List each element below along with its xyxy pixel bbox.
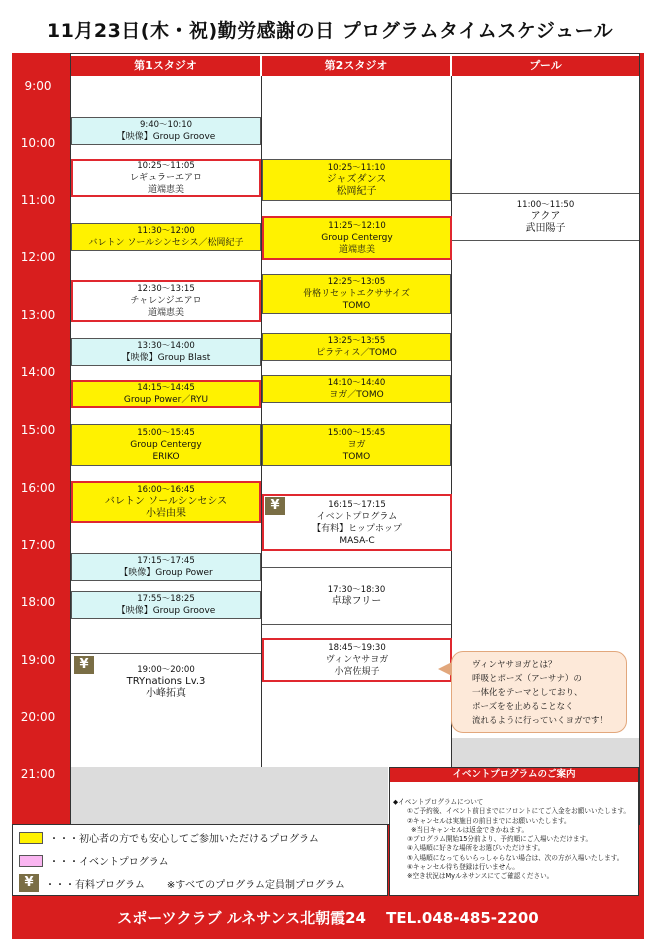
event-info-header: イベントプログラムのご案内 xyxy=(390,768,638,782)
callout-line: 呼吸とポーズ（アーサナ）の xyxy=(472,674,582,684)
program-block[interactable] xyxy=(262,216,452,260)
column-header-studio2: 第2スタジオ xyxy=(262,56,450,76)
program-name: Group Power／RYU xyxy=(123,395,209,405)
closed-area xyxy=(452,738,639,767)
page-title: 11月23日(木・祝)勤労感謝の日 プログラムタイムスケジュール xyxy=(46,20,614,42)
program-time: 11:30～12:00 xyxy=(137,226,195,236)
program-time: 11:00～11:50 xyxy=(516,200,575,210)
program-block[interactable] xyxy=(71,223,261,251)
callout-line: 流れるように行っていくヨガです！ xyxy=(472,716,609,726)
program-name: 卓球フリー xyxy=(331,596,382,607)
program-block[interactable] xyxy=(262,638,452,682)
event-info-line: ※当日キャンセルは返金できかねます。 xyxy=(411,825,529,834)
closed-area xyxy=(71,767,388,824)
program-instructor: 松岡紀子 xyxy=(336,186,377,197)
program-name: イベントプログラム xyxy=(316,511,398,522)
yen-icon: ¥ xyxy=(74,656,94,674)
program-instructor: TOMO xyxy=(342,452,371,462)
program-block[interactable] xyxy=(71,424,261,466)
program-instructor: 小宮佐規子 xyxy=(334,667,380,677)
time-label: 17:00 xyxy=(20,538,56,552)
program-name: 【映像】Group Blast xyxy=(121,353,211,363)
time-label: 20:00 xyxy=(20,710,56,724)
event-info-line: ⑤入場順になってもいらっしゃらない場合は、次の方が入場いたします。 xyxy=(407,853,624,862)
program-block[interactable] xyxy=(262,274,451,314)
program-block[interactable] xyxy=(71,591,261,619)
program-time: 11:25～12:10 xyxy=(328,221,386,231)
program-instructor: 小峰拓真 xyxy=(146,687,186,699)
program-instructor: 道端恵美 xyxy=(147,308,184,318)
program-time: 15:00～15:45 xyxy=(137,428,195,438)
program-name: Group Centergy xyxy=(321,233,393,243)
program-name: バレトン ソールシンセシス／松岡紀子 xyxy=(88,238,244,248)
program-time: 9:40～10:10 xyxy=(139,120,193,130)
column-header-pool: プール xyxy=(452,56,639,76)
program-time: 12:25～13:05 xyxy=(327,277,386,287)
legend-event-label: ・・・イベントプログラム xyxy=(49,857,169,868)
event-info-line: ②キャンセルは実施日の前日までにお願いいたします。 xyxy=(407,816,571,825)
program-name: バレトン ソールシンセシス xyxy=(104,496,228,507)
program-name: 【映像】Group Groove xyxy=(116,132,216,142)
time-label: 14:00 xyxy=(20,365,56,379)
program-name: チャレンジエアロ xyxy=(130,296,202,306)
column-header-studio1: 第1スタジオ xyxy=(71,56,260,76)
program-block[interactable] xyxy=(262,494,452,551)
event-info-line: ③プログラム開始15分前より、予約順にご入場いただけます。 xyxy=(407,835,593,844)
program-name: レギュラーエアロ xyxy=(129,173,202,183)
program-name: ヨガ／TOMO xyxy=(329,390,384,400)
yen-icon: ¥ xyxy=(265,497,285,515)
time-label: 11:00 xyxy=(20,193,56,207)
program-time: 10:25～11:10 xyxy=(327,163,386,173)
callout-title: ヴィンヤサヨガとは？ xyxy=(472,660,557,670)
program-block[interactable] xyxy=(262,159,451,201)
legend-event xyxy=(19,853,169,868)
program-block[interactable] xyxy=(71,280,261,322)
event-info-line: ①ご予約後、イベント前日までにフロントにてご入金をお願いいたします。 xyxy=(407,807,630,816)
event-info-line: ④入場順に好きな場所をお選びいただけます。 xyxy=(407,844,545,853)
program-time: 17:55～18:25 xyxy=(137,594,195,604)
yen-icon: ¥ xyxy=(19,874,39,892)
program-instructor: 武田陽子 xyxy=(525,223,566,234)
time-label: 9:00 xyxy=(24,79,52,93)
program-time: 19:00～20:00 xyxy=(137,664,195,675)
program-time: 13:30～14:00 xyxy=(137,341,195,351)
time-label: 16:00 xyxy=(20,481,56,495)
program-time: 17:15～17:45 xyxy=(137,556,195,566)
footer-contact: スポーツクラブ ルネサンス北朝霞24 TEL.048-485-2200 xyxy=(117,909,539,927)
program-block[interactable] xyxy=(262,375,451,403)
program-name: アクア xyxy=(530,211,561,222)
program-time: 10:25～11:05 xyxy=(137,161,195,171)
program-block[interactable] xyxy=(71,653,261,709)
program-instructor: MASA-C xyxy=(339,535,375,546)
program-instructor: TOMO xyxy=(342,301,371,311)
legend-paid-label: ・・・有料プログラム xyxy=(45,879,145,891)
program-sub: 【有料】ヒップホップ xyxy=(312,523,402,534)
legend-paid xyxy=(19,874,345,892)
program-time: 15:00～15:45 xyxy=(327,428,386,438)
time-label: 13:00 xyxy=(20,308,56,322)
program-name: 骨格リセットエクササイズ xyxy=(303,289,410,299)
program-name: ピラティス／TOMO xyxy=(316,348,397,358)
legend-beginner xyxy=(19,830,319,845)
legend xyxy=(12,824,388,896)
program-time: 14:10～14:40 xyxy=(327,378,386,388)
program-name: ジャズダンス xyxy=(326,174,387,185)
program-name: 【映像】Group Power xyxy=(119,568,213,578)
program-block[interactable] xyxy=(71,117,261,145)
program-instructor: ERIKO xyxy=(152,452,180,462)
program-block[interactable] xyxy=(262,567,451,625)
program-time: 16:15～17:15 xyxy=(328,499,386,510)
bubble-tail xyxy=(438,662,452,676)
program-name: ヨガ xyxy=(347,440,366,450)
program-block[interactable] xyxy=(452,193,639,241)
program-time: 17:30～18:30 xyxy=(327,585,386,595)
program-block[interactable] xyxy=(71,380,261,408)
pink-swatch xyxy=(19,855,43,867)
time-label: 10:00 xyxy=(20,136,56,150)
time-label: 19:00 xyxy=(20,653,56,667)
event-info-panel xyxy=(389,767,639,896)
callout-line: ポーズをを止めることなく xyxy=(472,702,574,712)
time-label: 21:00 xyxy=(20,767,56,781)
program-block[interactable] xyxy=(71,481,261,523)
yellow-swatch xyxy=(19,832,43,844)
time-label: 15:00 xyxy=(20,423,56,437)
event-info-heading: ◆イベントプログラムについて xyxy=(393,798,484,806)
program-name: ヴィンヤサヨガ xyxy=(325,655,389,665)
time-label: 12:00 xyxy=(20,250,56,264)
program-time: 12:30～13:15 xyxy=(137,284,195,294)
time-label: 18:00 xyxy=(20,595,56,609)
program-block[interactable] xyxy=(71,338,261,366)
program-time: 13:25～13:55 xyxy=(327,336,386,346)
program-block[interactable] xyxy=(71,159,261,197)
program-instructor: 道端恵美 xyxy=(147,185,184,195)
program-instructor: 小岩由果 xyxy=(146,508,186,519)
legend-note: ※すべてのプログラム定員制プログラム xyxy=(166,879,345,891)
event-info-line: ⑥キャンセル待ち登録は行いません。 xyxy=(407,863,519,872)
program-time: 16:00～16:45 xyxy=(137,485,195,495)
program-block[interactable] xyxy=(262,424,451,466)
program-time: 18:45～19:30 xyxy=(328,643,386,653)
program-time: 14:15～14:45 xyxy=(137,383,195,393)
program-name: Group Centergy xyxy=(130,440,202,450)
program-instructor: 道端恵美 xyxy=(338,245,375,255)
program-name: 【映像】Group Groove xyxy=(116,606,216,616)
legend-beginner-label: ・・・初心者の方でも安心してご参加いただけるプログラム xyxy=(49,834,319,845)
program-block[interactable] xyxy=(262,333,451,361)
program-block[interactable] xyxy=(71,553,261,581)
callout-line: 一体化をテーマとしており、 xyxy=(472,688,583,698)
event-info-line: ※空き状況はMyルネサンスにてご確認ください。 xyxy=(407,872,554,881)
program-name: TRYnations Lv.3 xyxy=(126,675,206,687)
vinyasa-yoga-callout xyxy=(451,651,627,733)
